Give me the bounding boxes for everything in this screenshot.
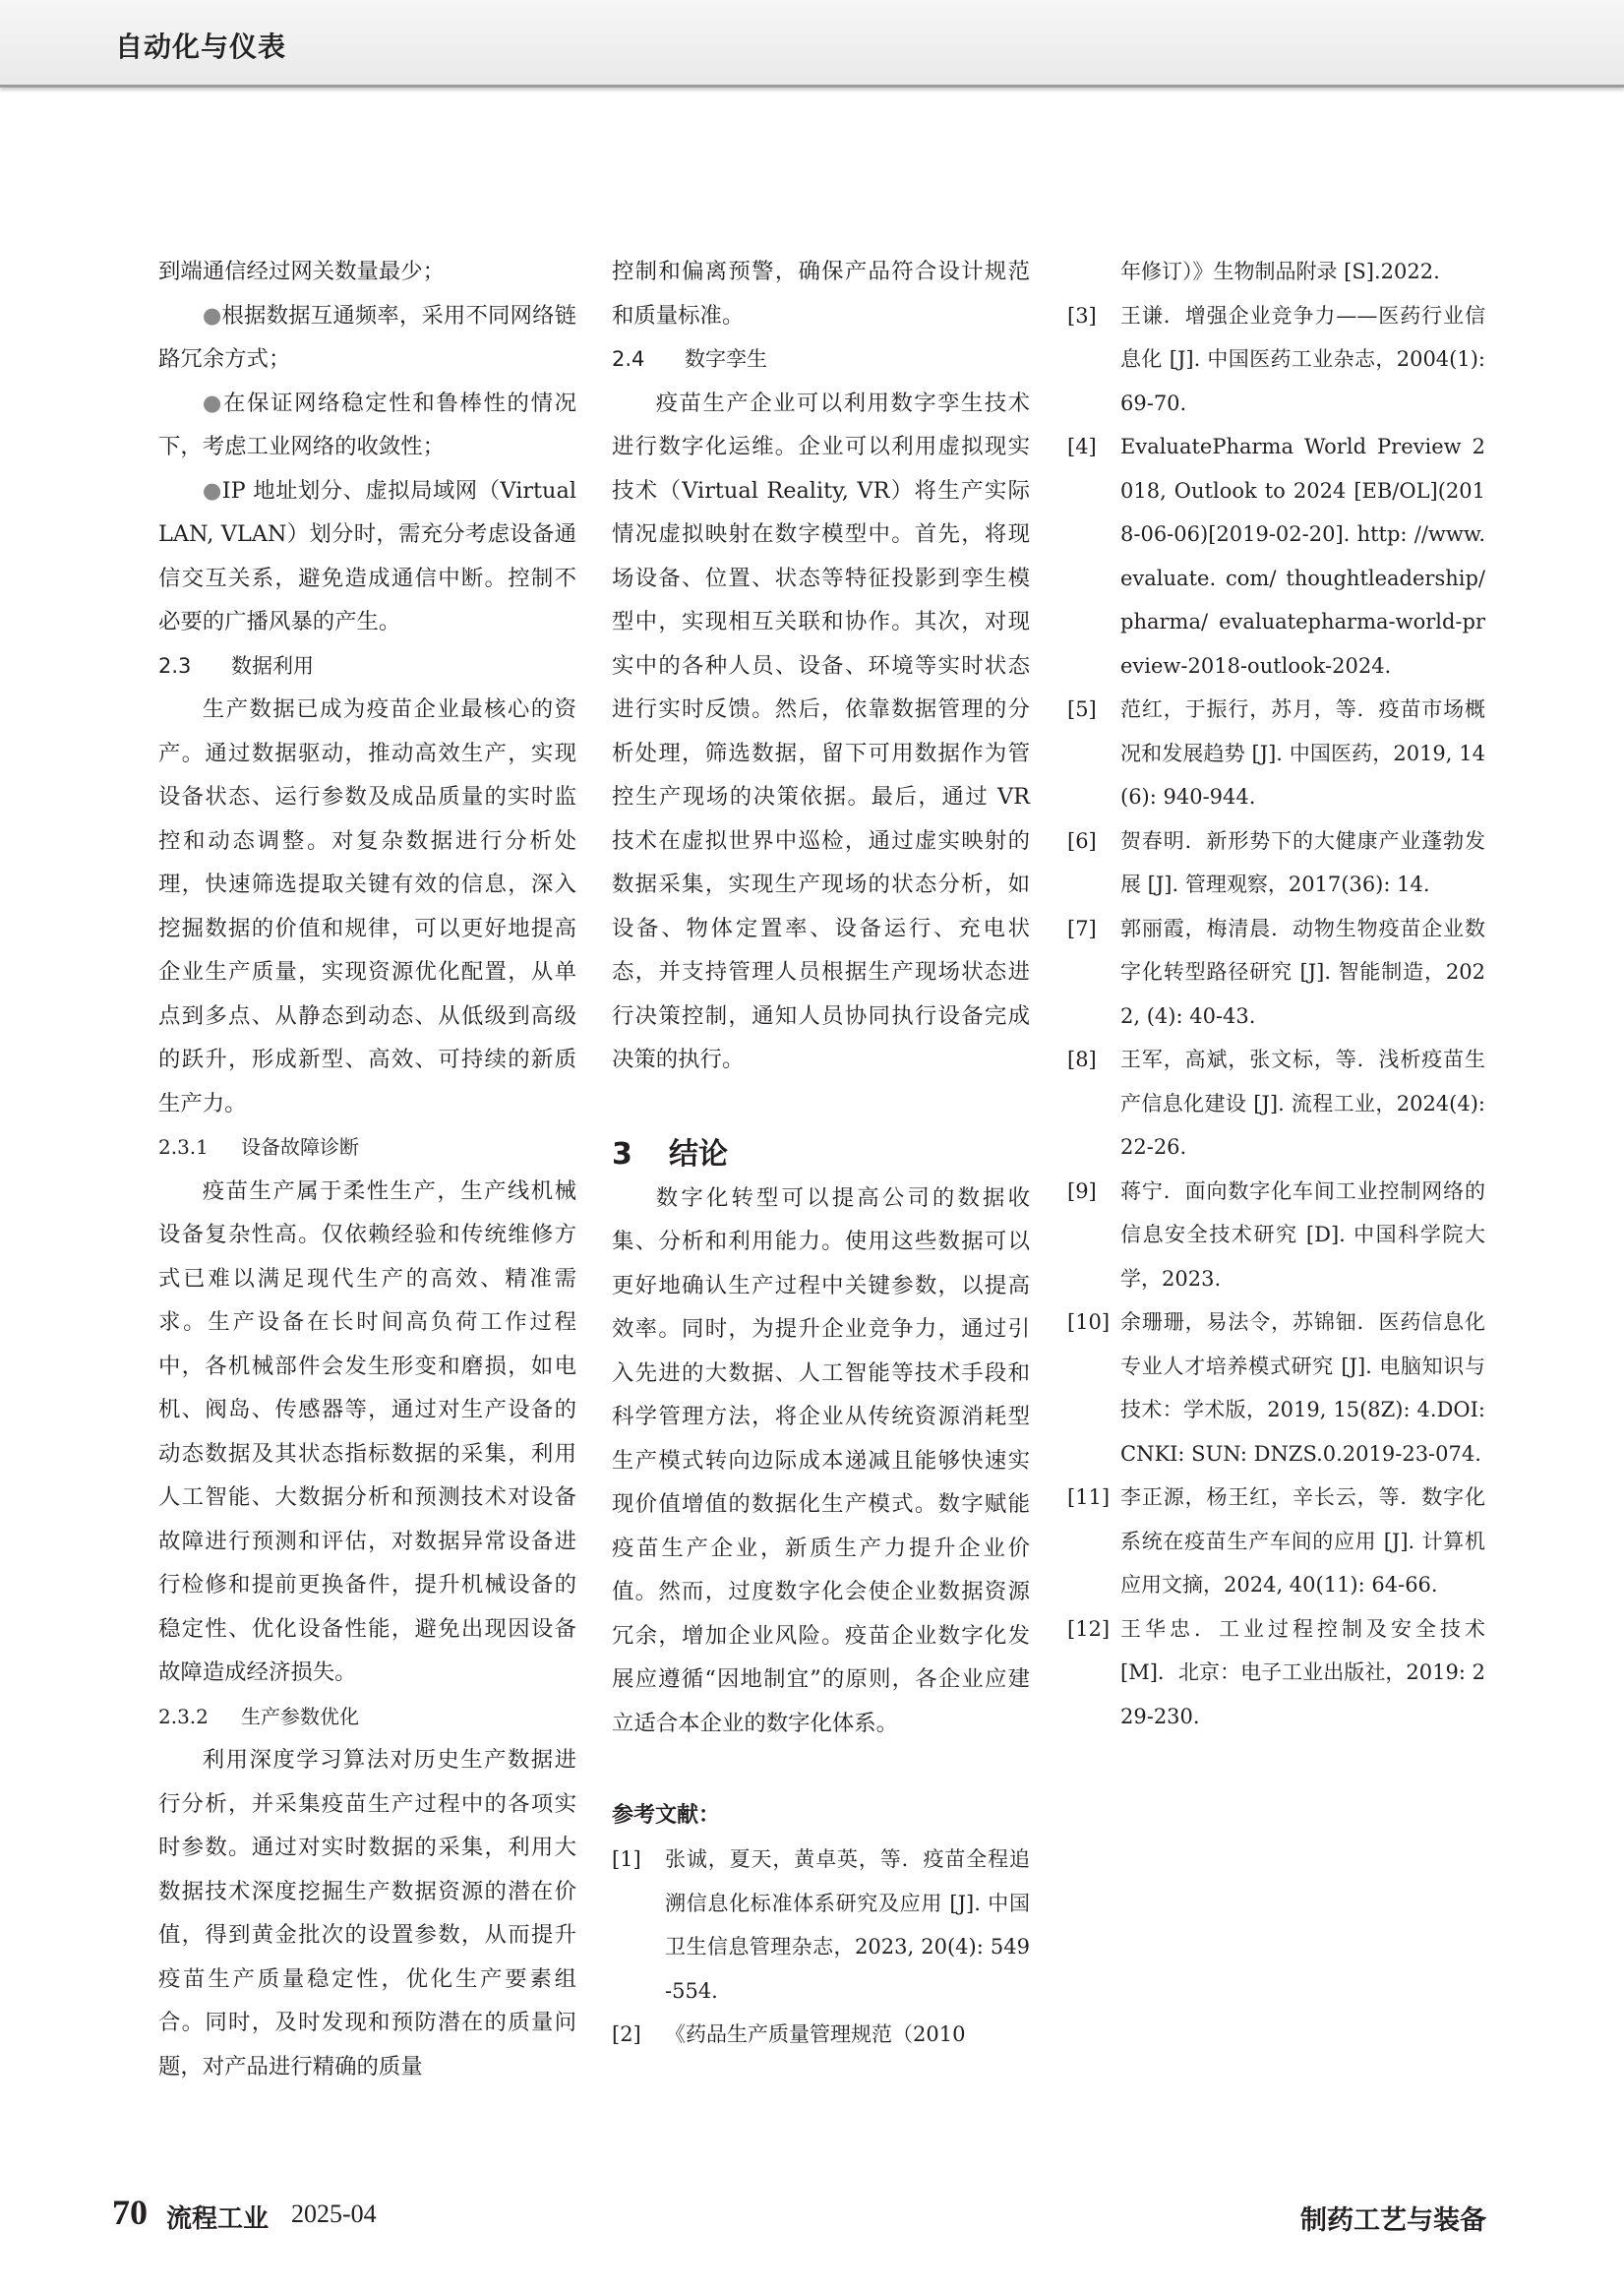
reference-number: [1]: [612, 1847, 641, 1871]
reference-number: [12]: [1067, 1616, 1111, 1641]
references-heading: 参考文献：: [612, 1803, 721, 1828]
reference-item: [1067, 1300, 1485, 1476]
reference-item: [612, 1838, 1030, 2013]
reference-number: [8]: [1067, 1048, 1097, 1071]
reference-text: EvaluatePharma World Preview 2018, Outlook to 2024 [EB/OL](2018-06-06)[2019-02-20]. http: //www. evaluate. com/ thoughtleadership/pharma/ evaluatepharma-world-preview-2018-outlook-2024.: [1120, 435, 1485, 678]
reference-item: [1067, 1476, 1485, 1607]
reference-item: [612, 2013, 1030, 2057]
paragraph: 利用深度学习算法对历史生产数据进行分析，并采集疫苗生产过程中的各项实时参数。通过对实时数据的采集，利用大数据技术深度挖掘生产数据资源的潜在价值，得到黄金批次的设置参数，从而提升疫苗生产质量稳定性，优化生产要素组合。同时，及时发现和预防潜在的质量问题，对产品进行精确的质量: [158, 1747, 576, 2080]
column-1: [158, 250, 576, 2088]
bullet-item: [158, 382, 576, 469]
reference-item: [1067, 425, 1485, 688]
reference-number: [6]: [1067, 828, 1097, 853]
reference-item: [1067, 1170, 1485, 1301]
paragraph: 疫苗生产属于柔性生产，生产线机械设备复杂性高。仅依赖经验和传统维修方式已难以满足现代生产的高效、精准需求。生产设备在长时间高负荷工作过程中，各机械部件会发生形变和磨损，如电机、阀岛、传感器等，通过对生产设备的动态数据及其状态指标数据的采集，利用人工智能、大数据分析和预测技术对设备故障进行预测和评估，对数据异常设备进行检修和提前更换备件，提升机械设备的稳定性、优化设备性能，避免出现因设备故障造成经济损失。: [158, 1177, 576, 1685]
footer-journal-name: 流程工业: [166, 2204, 270, 2234]
reference-number: [5]: [1067, 697, 1097, 721]
section-number: 2.3: [158, 653, 192, 678]
section-heading-2-3: [158, 644, 576, 689]
section-number: 2.3.1: [158, 1135, 209, 1159]
bullet-dot-icon: ●: [202, 390, 223, 416]
column-2: [612, 250, 1030, 2057]
running-header: [0, 0, 1624, 88]
reference-number: [9]: [1067, 1178, 1097, 1203]
reference-text: 王华忠．工业过程控制及安全技术 [M]．北京：电子工业出版社，2019: 229-230.: [1120, 1616, 1485, 1728]
section-number: 2.4: [612, 347, 645, 371]
paragraph: 数字化转型可以提高公司的数据收集、分析和利用能力。使用这些数据可以更好地确认生产过程中关键参数，以提高效率。同时，为提升企业竞争力，通过引入先进的大数据、人工智能等技术手段和科学管理方法，将企业从传统资源消耗型生产模式转向边际成本递减且能够快速实现价值增值的数据化生产模式。数字赋能疫苗生产企业，新质生产力提升企业价值。然而，过度数字化会使企业数据资源冗余，增加企业风险。疫苗企业数字化发展应遵循“因地制宜”的原则，各企业应建立适合本企业的数字化体系。: [612, 1184, 1030, 1736]
bullet-text: 根据数据互通频率，采用不同网络链路冗余方式；: [158, 302, 577, 372]
section-title: 数据利用: [231, 653, 314, 678]
reference-item: [1067, 688, 1485, 819]
bullet-dot-icon: ●: [202, 477, 222, 504]
reference-text: 蒋宁．面向数字化车间工业控制网络的信息安全技术研究 [D]. 中国科学院大学，2023.: [1120, 1178, 1485, 1291]
paragraph: 到端通信经过网关数量最少；: [158, 259, 446, 284]
bullet-text: 在保证网络稳定性和鲁棒性的情况下，考虑工业网络的收敛性；: [158, 390, 577, 459]
reference-text: 《药品生产质量管理规范（2010: [665, 2022, 966, 2046]
reference-item: [1067, 819, 1485, 907]
reference-text: 年修订）》生物制品附录 [S].2022.: [1120, 260, 1440, 283]
section-title: 设备故障诊断: [241, 1135, 359, 1159]
reference-item: [1067, 1607, 1485, 1739]
reference-text: 王谦．增强企业竞争力——医药行业信息化 [J]. 中国医药工业杂志，2004(1): 69-70.: [1120, 303, 1485, 415]
reference-number: [2]: [612, 2022, 641, 2046]
section-heading-2-3-1: [158, 1125, 576, 1170]
section-heading-2-3-2: [158, 1695, 576, 1739]
footer-issue: 2025-04: [291, 2200, 377, 2228]
reference-number: [4]: [1067, 435, 1097, 458]
page-number: 70: [112, 2193, 148, 2232]
section-heading-3: [612, 1133, 1030, 1176]
section-number: 2.3.2: [158, 1704, 209, 1728]
reference-item: [1067, 907, 1485, 1039]
reference-text: 范红，于振行，苏月，等．疫苗市场概况和发展趋势 [J]. 中国医药，2019, 14(6): 940-944.: [1120, 697, 1485, 809]
reference-text: 余珊珊，易法令，苏锦钿．医药信息化专业人才培养模式研究 [J]. 电脑知识与技术：学术版，2019, 15(8Z): 4.DOI: CNKI: SUN: DNZS.0.2019-23-074.: [1120, 1310, 1485, 1466]
reference-item: [1067, 1038, 1485, 1170]
reference-continuation: [1067, 250, 1485, 294]
section-title: 结论: [669, 1136, 728, 1172]
header-section-title: 自动化与仪表: [115, 30, 287, 63]
bullet-item: [158, 294, 576, 382]
bullet-text: IP 地址划分、虚拟局域网（Virtual LAN, VLAN）划分时，需充分考虑设备通信交互关系，避免造成通信中断。控制不必要的广播风暴的产生。: [158, 477, 576, 634]
reference-text: 张诚，夏天，黄卓英，等．疫苗全程追溯信息化标准体系研究及应用 [J]. 中国卫生信息管理杂志，2023, 20(4): 549-554.: [665, 1847, 1030, 2003]
paragraph: 控制和偏离预警，确保产品符合设计规范和质量标准。: [612, 259, 1030, 329]
paragraph: 疫苗生产企业可以利用数字孪生技术进行数字化运维。企业可以利用虚拟现实技术（Virtual Reality, VR）将生产实际情况虚拟映射在数字模型中。首先，将现场设备、位置、状态等特征投影到孪生模型中，实现相互关联和协作。其次，对现实中的各种人员、设备、环境等实时状态进行实时反馈。然后，依靠数据管理的分析处理，筛选数据，留下可用数据作为管控生产现场的决策依据。最后，通过 VR 技术在虚拟世界中巡检，通过虚实映射的数据采集，实现生产现场的状态分析，如设备、物体定置率、设备运行、充电状态，并支持管理人员根据生产现场状态进行决策控制，通知人员协同执行设备完成决策的执行。: [612, 390, 1030, 1072]
column-3: [1067, 250, 1485, 1738]
bullet-dot-icon: ●: [202, 302, 222, 329]
reference-number: [3]: [1067, 303, 1097, 328]
section-title: 数字孪生: [685, 347, 767, 371]
reference-text: 贺春明．新形势下的大健康产业蓬勃发展 [J]. 管理观察，2017(36): 14.: [1120, 828, 1485, 896]
paragraph: 生产数据已成为疫苗企业最核心的资产。通过数据驱动，推动高效生产，实现设备状态、运行参数及成品质量的实时监控和动态调整。对复杂数据进行分析处理，快速筛选提取关键有效的信息，深入挖掘数据的价值和规律，可以更好地提高企业生产质量，实现资源优化配置，从单点到多点、从静态到动态、从低级到高级的跃升，形成新型、高效、可持续的新质生产力。: [158, 696, 576, 1116]
reference-text: 李正源，杨王红，辛长云，等．数字化系统在疫苗生产车间的应用 [J]. 计算机应用文摘，2024, 40(11): 64-66.: [1120, 1485, 1485, 1597]
reference-text: 郭丽霞，梅清晨．动物生物疫苗企业数字化转型路径研究 [J]. 智能制造，2022, (4): 40-43.: [1120, 916, 1485, 1028]
section-title: 生产参数优化: [241, 1704, 359, 1728]
reference-text: 王军，高斌，张文标，等．浅析疫苗生产信息化建设 [J]. 流程工业，2024(4): 22-26.: [1120, 1048, 1485, 1159]
reference-item: [1067, 294, 1485, 426]
section-heading-2-4: [612, 337, 1030, 382]
bullet-item: [158, 469, 576, 644]
reference-number: [10]: [1067, 1310, 1111, 1334]
footer-section-title: 制药工艺与装备: [1300, 2205, 1486, 2236]
reference-number: [11]: [1067, 1485, 1111, 1509]
section-number: 3: [612, 1136, 632, 1172]
reference-number: [7]: [1067, 916, 1097, 940]
